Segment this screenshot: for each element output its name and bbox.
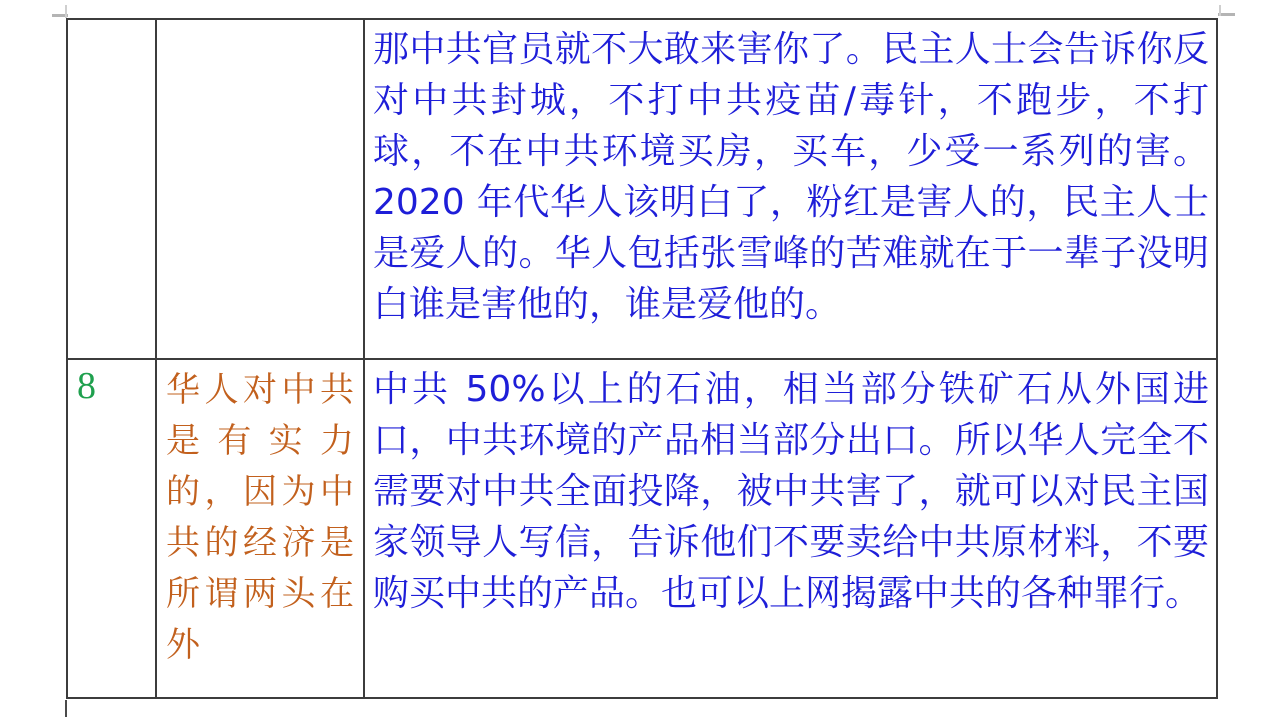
crop-mark-top-left-vertical <box>65 5 67 18</box>
topic-cell <box>156 359 364 698</box>
content-table <box>66 18 1218 699</box>
row-content: 那中共官员就不大敢来害你了。民主人士会告诉你反对中共封城，不打中共疫苗/毒针，不跑步，不打球，不在中共环境买房，买车，少受一系列的害。2020 年代华人该明白了，粉红是害人的，民主人士是爱人的。华人包括张雪峰的苦难就在于一辈子没明白谁是害他的，谁是爱他的。 <box>373 29 1209 325</box>
row-content: 中共 50%以上的石油，相当部分铁矿石从外国进口，中共环境的产品相当部分出口。所以华人完全不需要对中共全面投降，被中共害了，就可以对民主国家领导人写信，告诉他们不要卖给中共原材料，不要购买中共的产品。也可以上网揭露中共的各种罪行。 <box>373 369 1209 614</box>
next-row-left-border <box>65 700 67 717</box>
table-row <box>67 19 1217 359</box>
index-cell <box>67 19 156 359</box>
crop-mark-top-right-vertical <box>1219 5 1221 16</box>
content-cell <box>364 359 1217 698</box>
row-topic: 华人对中共是有实力的，因为中共的经济是所谓两头在外 <box>166 370 354 665</box>
row-topic <box>158 21 362 25</box>
topic-cell <box>156 19 364 359</box>
content-cell <box>364 19 1217 359</box>
table-row <box>67 359 1217 698</box>
index-cell <box>67 359 156 698</box>
row-index: 8 <box>77 365 96 407</box>
row-index <box>69 21 154 23</box>
